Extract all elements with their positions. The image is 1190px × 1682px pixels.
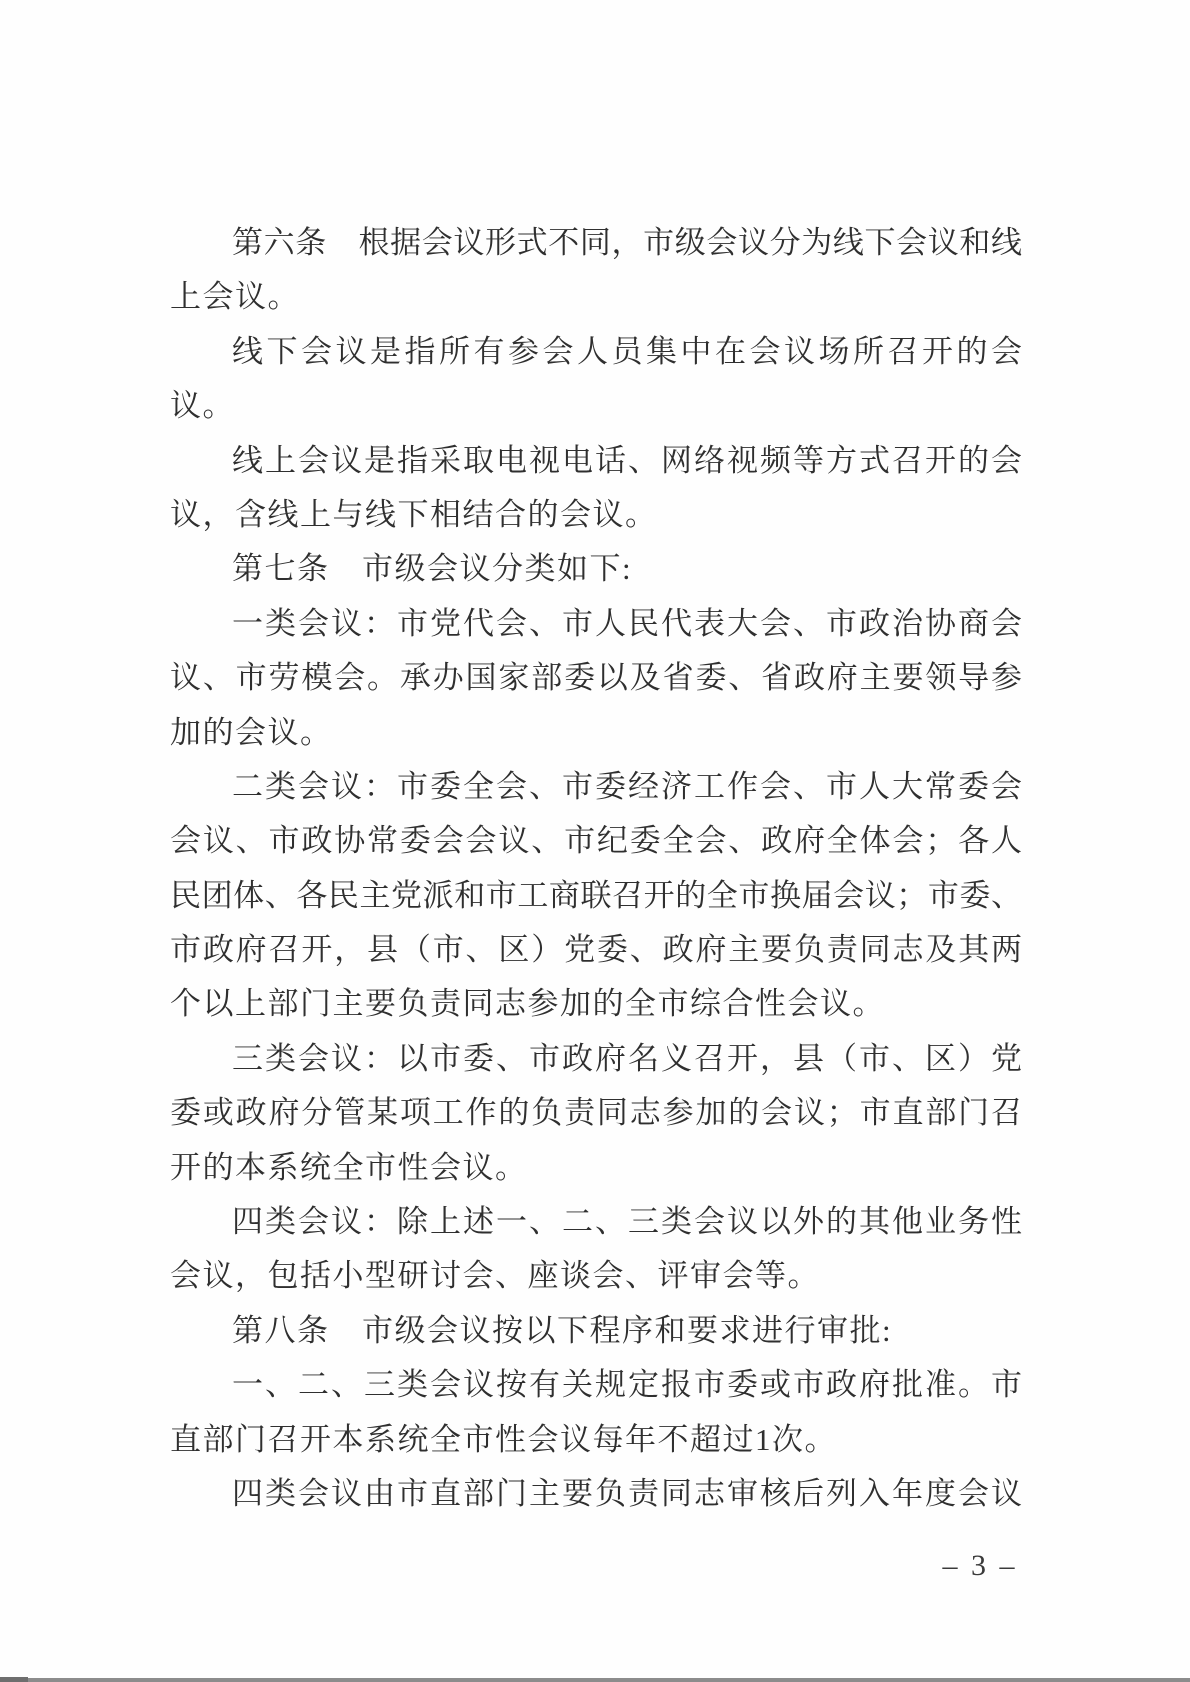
text-line: 三类会议：以市委、市政府名义召开，县（市、区）党 [232, 1040, 1022, 1076]
text-line: 四类会议：除上述一、二、三类会议以外的其他业务性 [232, 1204, 1022, 1240]
text-line: 一、二、三类会议按有关规定报市委或市政府批准。市 [232, 1367, 1022, 1403]
text-line: 第七条 市级会议分类如下: [232, 551, 633, 587]
text-line: 会议，包括小型研讨会、座谈会、评审会等。 [170, 1258, 820, 1294]
text-line: 一类会议：市党代会、市人民代表大会、市政治协商会 [232, 605, 1022, 641]
text-line: 四类会议由市直部门主要负责同志审核后列入年度会议 [232, 1475, 1022, 1511]
text-line: 会议、市政协常委会会议、市纪委全会、政府全体会；各人 [170, 823, 1022, 859]
text-line: 线上会议是指采取电视电话、网络视频等方式召开的会 [232, 442, 1022, 478]
text-line: 第八条 市级会议按以下程序和要求进行审批: [232, 1312, 893, 1348]
text-line: 议、市劳模会。承办国家部委以及省委、省政府主要领导参 [170, 660, 1022, 696]
text-line: 议。 [170, 388, 235, 424]
text-line: 民团体、各民主党派和市工商联召开的全市换届会议；市委、 [170, 877, 1022, 913]
text-line: 开的本系统全市性会议。 [170, 1149, 528, 1185]
text-line: 市政府召开，县（市、区）党委、政府主要负责同志及其两 [170, 932, 1022, 968]
text-line: 议，含线上与线下相结合的会议。 [170, 496, 658, 532]
text-line: 二类会议：市委全会、市委经济工作会、市人大常委会 [232, 768, 1022, 804]
text-line: 委或政府分管某项工作的负责同志参加的会议；市直部门召 [170, 1095, 1022, 1131]
scan-bottom-edge-dark-tip [0, 1677, 28, 1682]
document-body [170, 216, 1022, 1521]
page-number: – 3 – [942, 1549, 1018, 1582]
text-line: 个以上部门主要负责同志参加的全市综合性会议。 [170, 986, 885, 1022]
text-line: 上会议。 [170, 279, 300, 315]
text-line: 第六条 根据会议形式不同，市级会议分为线下会议和线 [232, 225, 1022, 260]
text-line: 加的会议。 [170, 714, 333, 750]
text-line: 直部门召开本系统全市性会议每年不超过1次。 [170, 1421, 837, 1457]
text-line: 线下会议是指所有参会人员集中在会议场所召开的会 [232, 333, 1022, 369]
scan-bottom-edge [0, 1678, 1190, 1682]
